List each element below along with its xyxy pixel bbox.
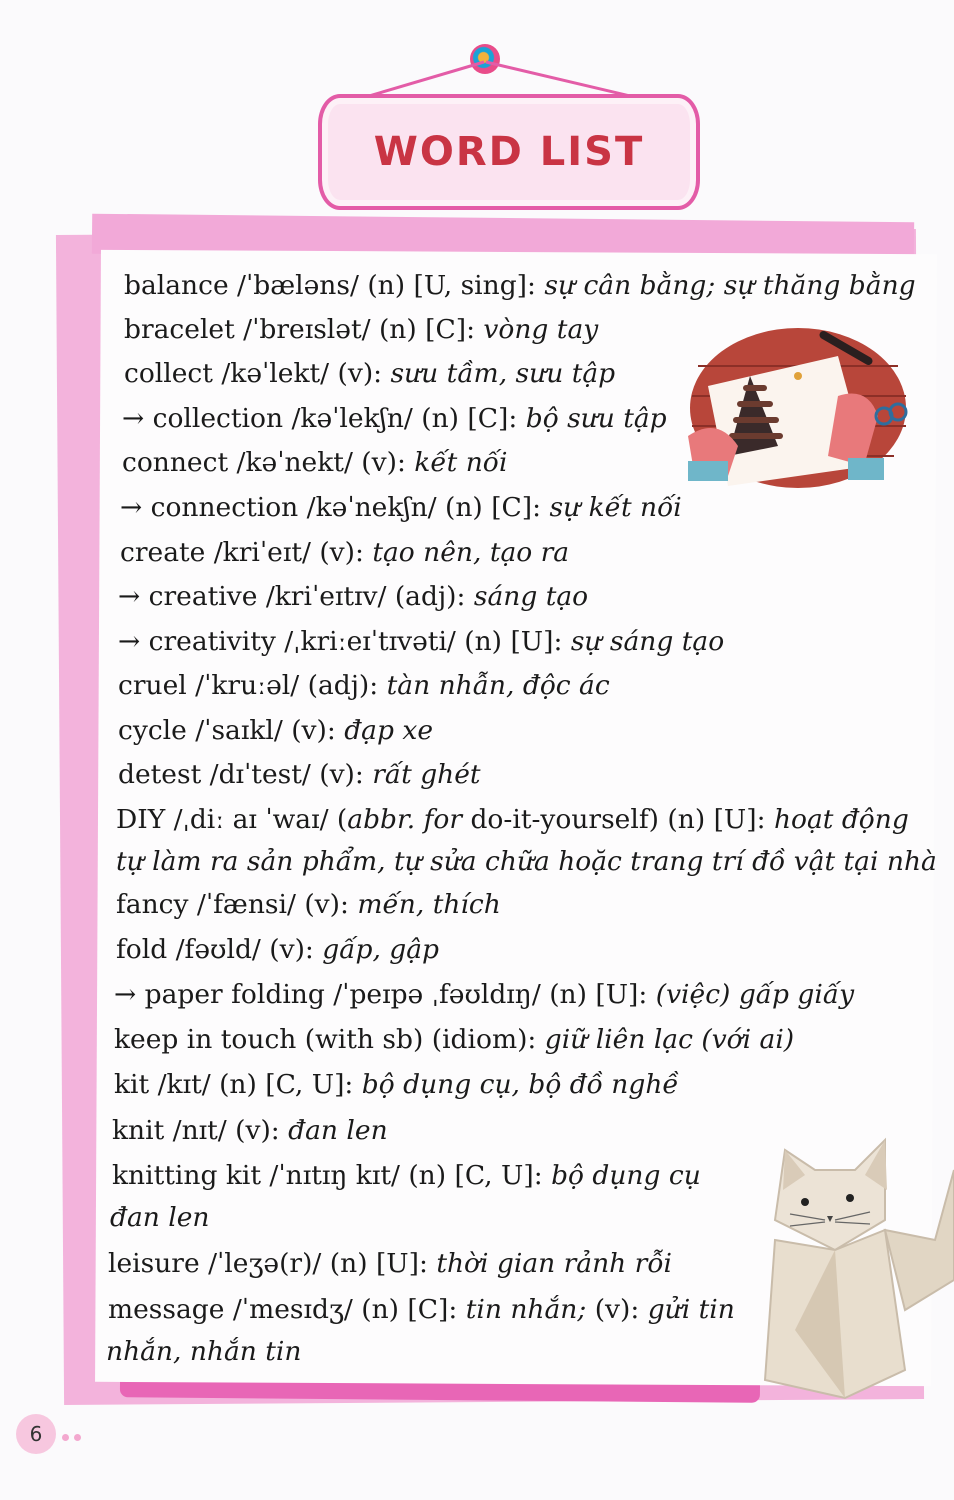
entry-term: fold /fəʊld/ (v): — [116, 934, 323, 965]
entry-term: knitting kit /ˈnɪtɪŋ kɪt/ (n) [C, U]: — [112, 1160, 552, 1191]
entry-message — [108, 1294, 735, 1325]
entry-term: knit /nɪt/ (v): — [112, 1115, 289, 1146]
entry-creativity — [118, 626, 724, 657]
entry-term: DIY /ˌdiː aɪ ˈwaɪ/ ( — [116, 804, 348, 835]
entry-term-cont: do-it-yourself) (n) [U]: — [462, 804, 774, 835]
entry-abbr: abbr. for — [347, 804, 463, 835]
entry-bracelet — [124, 314, 598, 345]
entry-collect — [124, 358, 615, 389]
entry-knitting-kit-cont — [110, 1202, 209, 1233]
entry-connect — [122, 447, 508, 478]
page-dots-decoration — [62, 1426, 86, 1445]
entry-meaning: đan len — [110, 1202, 210, 1233]
entry-meaning: sự kết nối — [549, 492, 682, 523]
entry-meaning: sự cân bằng; sự thăng bằng — [544, 270, 916, 301]
entry-meaning-cont: gửi tin — [647, 1294, 735, 1325]
entry-knit — [112, 1115, 388, 1146]
entry-term: kit /kɪt/ (n) [C, U]: — [114, 1069, 362, 1100]
entry-meaning: nhắn, nhắn tin — [106, 1336, 302, 1367]
entry-term: → paper folding /ˈpeɪpə ˌfəʊldɪŋ/ (n) [U]: — [114, 979, 656, 1010]
entry-meaning: sưu tầm, sưu tập — [390, 358, 616, 389]
entry-balance — [124, 270, 916, 301]
entry-term: cycle /ˈsaɪkl/ (v): — [118, 715, 345, 746]
entry-fold — [116, 934, 439, 965]
entry-diy — [116, 804, 909, 835]
title-sign — [318, 94, 700, 210]
entry-meaning: tin nhắn; — [465, 1294, 587, 1325]
entry-meaning: bộ dụng cụ, bộ đồ nghề — [361, 1069, 679, 1100]
entry-term: → creative /kriˈeɪtɪv/ (adj): — [118, 581, 474, 612]
entry-meaning: tự làm ra sản phẩm, tự sửa chữa hoặc trang trí đồ vật tại nhà — [116, 846, 937, 877]
entry-meaning: vòng tay — [483, 314, 599, 345]
entry-meaning: tàn nhẫn, độc ác — [386, 670, 610, 701]
entry-meaning: (việc) gấp giấy — [655, 979, 855, 1010]
entry-meaning: đan len — [288, 1115, 388, 1146]
entry-meaning: đạp xe — [344, 715, 433, 746]
entry-term: → connection /kəˈnekʃn/ (n) [C]: — [120, 492, 550, 523]
entry-term: balance /ˈbæləns/ (n) [U, sing]: — [124, 270, 545, 301]
origami-cat-icon — [735, 1130, 954, 1400]
entry-meaning: sáng tạo — [473, 581, 589, 612]
entry-diy-cont — [116, 846, 937, 877]
entry-meaning: giữ liên lạc (với ai) — [544, 1024, 795, 1055]
entry-term: keep in touch (with sb) (idiom): — [114, 1024, 545, 1055]
entry-term-cont: (v): — [586, 1294, 648, 1325]
entry-meaning: gấp, gập — [322, 934, 440, 965]
entry-term: bracelet /ˈbreɪslət/ (n) [C]: — [124, 314, 484, 345]
entry-meaning: sự sáng tạo — [570, 626, 725, 657]
entry-leisure — [108, 1248, 672, 1279]
entry-knitting-kit — [112, 1160, 701, 1191]
page-number: 6 — [29, 1422, 43, 1446]
entry-kit — [114, 1069, 679, 1100]
entry-term: leisure /ˈleʒə(r)/ (n) [U]: — [108, 1248, 437, 1279]
entry-meaning: thời gian rảnh rỗi — [436, 1248, 673, 1279]
entry-paper-folding — [114, 979, 854, 1010]
entry-term: → creativity /ˌkriːeɪˈtɪvəti/ (n) [U]: — [118, 626, 571, 657]
entry-cycle — [118, 715, 433, 746]
entry-cruel — [118, 670, 610, 701]
entry-meaning: kết nối — [414, 447, 508, 478]
entry-term: message /ˈmesɪdʒ/ (n) [C]: — [108, 1294, 466, 1325]
entry-meaning: rất ghét — [372, 759, 481, 790]
entry-term: fancy /ˈfænsi/ (v): — [116, 889, 358, 920]
entry-term: → collection /kəˈlekʃn/ (n) [C]: — [122, 403, 526, 434]
entry-meaning: bộ dụng cụ — [551, 1160, 701, 1191]
entry-create — [120, 537, 569, 568]
entry-message-cont — [106, 1336, 301, 1367]
entry-creative — [118, 581, 588, 612]
entry-meaning: hoạt động — [773, 804, 909, 835]
entry-meaning: mến, thích — [357, 889, 501, 920]
entry-connection — [120, 492, 682, 523]
entry-meaning: bộ sưu tập — [525, 403, 667, 434]
entry-keep-in-touch — [114, 1024, 794, 1055]
entry-term: detest /dɪˈtest/ (v): — [118, 759, 373, 790]
entry-term: create /kriˈeɪt/ (v): — [120, 537, 373, 568]
entry-term: collect /kəˈlekt/ (v): — [124, 358, 391, 389]
entry-detest — [118, 759, 481, 790]
entry-meaning: tạo nên, tạo ra — [372, 537, 570, 568]
entry-fancy — [116, 889, 501, 920]
page-title: WORD LIST — [373, 129, 645, 175]
craft-illustration-icon — [688, 326, 914, 496]
entry-collection — [122, 403, 667, 434]
page-number-badge — [16, 1414, 56, 1454]
entry-term: connect /kəˈnekt/ (v): — [122, 447, 415, 478]
entry-term: cruel /ˈkruːəl/ (adj): — [118, 670, 387, 701]
